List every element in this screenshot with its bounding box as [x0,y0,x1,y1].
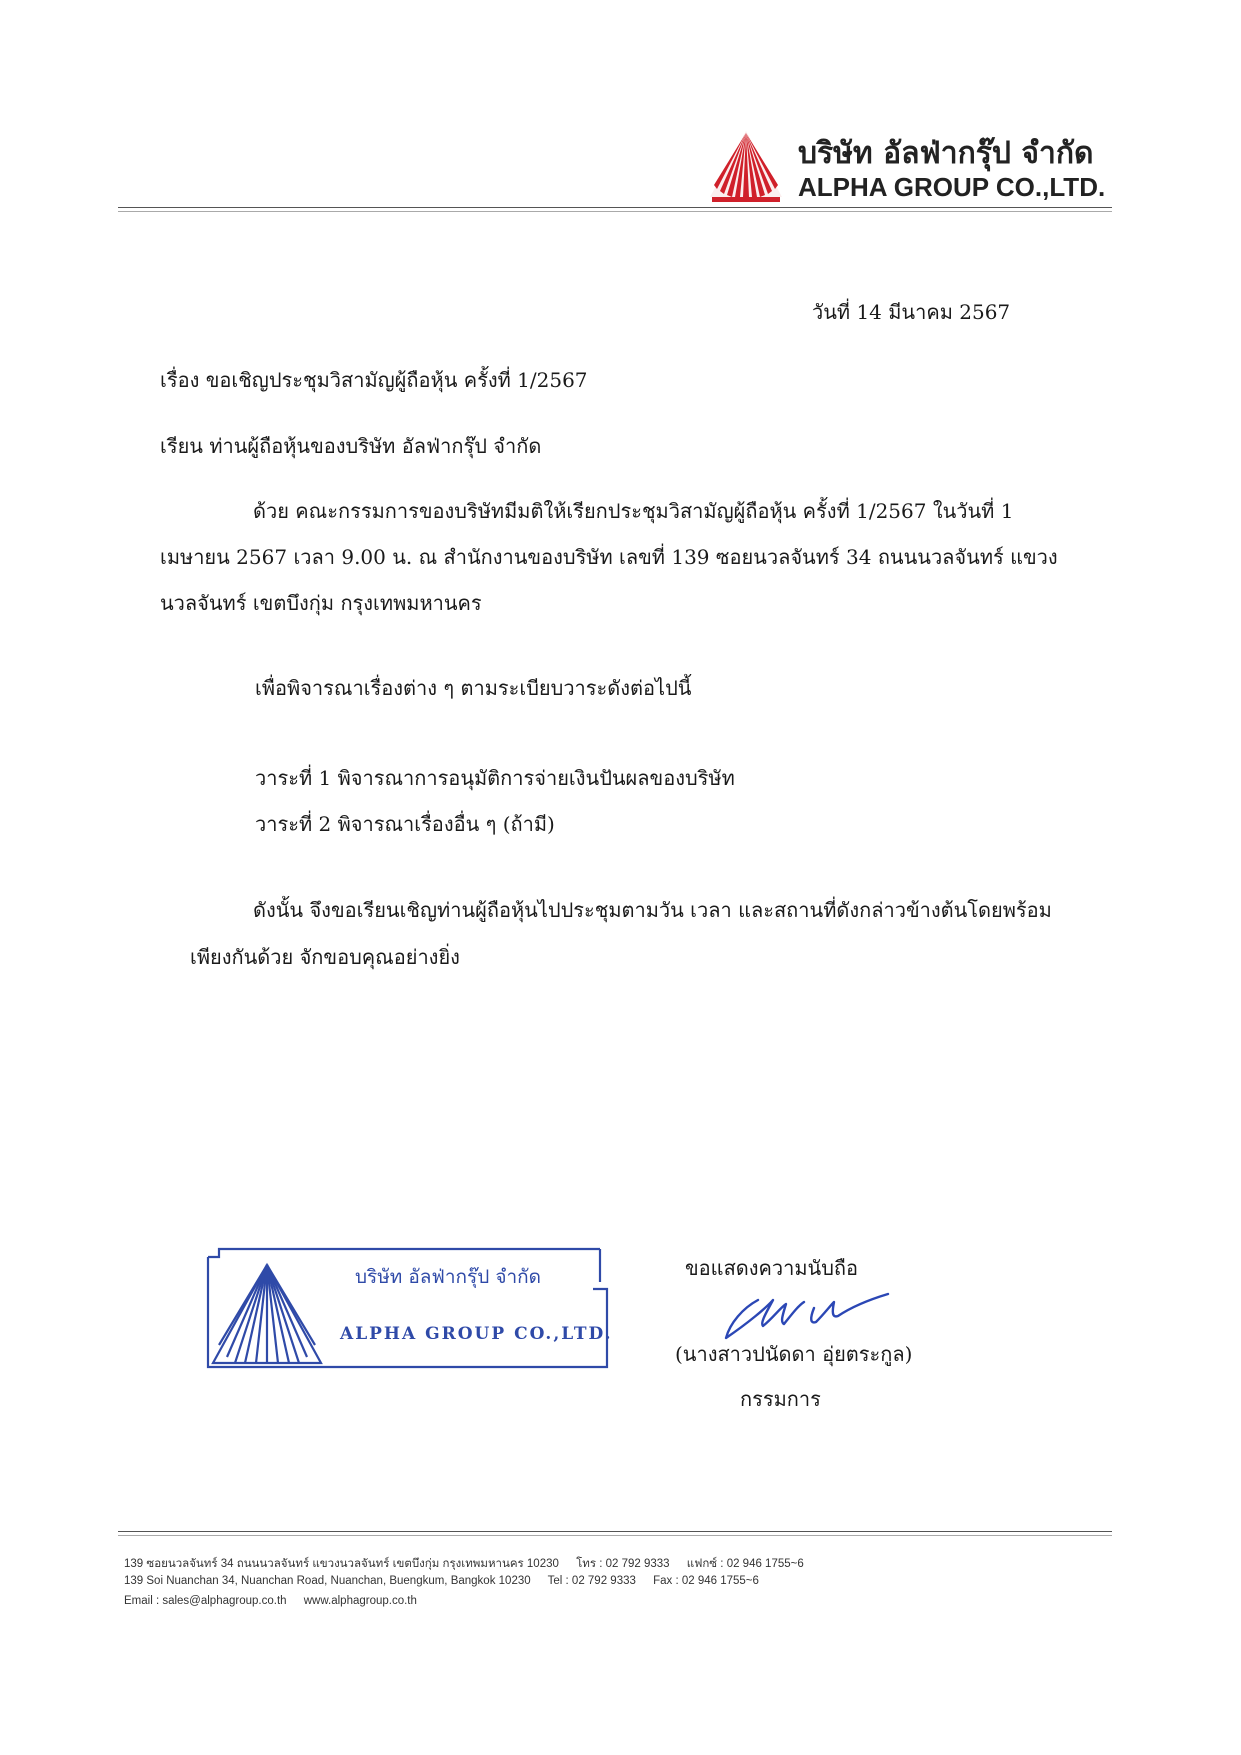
paragraph-1-line-1: ด้วย คณะกรรมการของบริษัทมีมติให้เรียกประชุมวิสามัญผู้ถือหุ้น ครั้งที่ 1/2567 ในวันที่ 1 [253,499,1014,523]
closing-salutation: ขอแสดงความนับถือ [685,1256,859,1280]
paragraph-1-line-3: นวลจันทร์ เขตบึงกุ่ม กรุงเทพมหานคร [160,591,482,615]
signer-title: กรรมการ [740,1387,821,1411]
paragraph-3-line-2: เพียงกันด้วย จักขอบคุณอย่างยิ่ง [190,945,460,969]
footer-fax-english: Fax : 02 946 1755~6 [653,1575,759,1587]
company-name-english: ALPHA GROUP CO.,LTD. [798,172,1106,202]
signer-name: (นางสาวปนัดดา อุ่ยตระกูล) [675,1342,913,1366]
header-divider [118,207,1112,208]
paragraph-1-line-2: เมษายน 2567 เวลา 9.00 น. ณ สำนักงานของบริษัท เลขที่ 139 ซอยนวลจันทร์ 34 ถนนนวลจันทร์ แขวง [160,545,1058,569]
company-name-thai: บริษัท อัลฟ่ากรุ๊ป จำกัด [798,136,1094,171]
company-stamp [205,1237,615,1377]
header-divider-secondary [118,211,1112,212]
footer-tel-english: Tel : 02 792 9333 [547,1575,636,1587]
letter-recipient: เรียน ท่านผู้ถือหุ้นของบริษัท อัลฟ่ากรุ๊ป จำกัด [160,434,542,458]
letter-subject: เรื่อง ขอเชิญประชุมวิสามัญผู้ถือหุ้น ครั้งที่ 1/2567 [160,368,588,392]
footer-divider [118,1531,1112,1532]
footer-tel-thai: โทร : 02 792 9333 [576,1558,670,1570]
footer-line-thai [124,1555,804,1573]
paragraph-2: เพื่อพิจารณาเรื่องต่าง ๆ ตามระเบียบวาระดังต่อไปนี้ [255,676,692,700]
footer-fax-thai: แฟกซ์ : 02 946 1755~6 [686,1558,804,1570]
footer-email[interactable]: Email : sales@alphagroup.co.th [124,1595,287,1607]
footer-address-thai: 139 ซอยนวลจันทร์ 34 ถนนนวลจันทร์ แขวงนวลจันทร์ เขตบึงกุ่ม กรุงเทพมหานคร 10230 [124,1558,559,1570]
footer-line-contact [124,1595,417,1607]
red-fan-logo-icon [708,127,784,203]
svg-text:บริษัท อัลฟ่ากรุ๊ป จำกัด: บริษัท อัลฟ่ากรุ๊ป จำกัด [355,1266,541,1288]
agenda-item: วาระที่ 2 พิจารณาเรื่องอื่น ๆ (ถ้ามี) [255,812,555,836]
paragraph-3-line-1: ดังนั้น จึงขอเรียนเชิญท่านผู้ถือหุ้นไปประชุมตามวัน เวลา และสถานที่ดังกล่าวข้างต้นโดยพร้อม [253,898,1052,922]
agenda-item: วาระที่ 1 พิจารณาการอนุมัติการจ่ายเงินปันผลของบริษัท [255,766,735,790]
footer-divider-secondary [118,1535,1112,1536]
footer-line-english [124,1575,759,1587]
footer-address-english: 139 Soi Nuanchan 34, Nuanchan Road, Nuanchan, Buengkum, Bangkok 10230 [124,1575,531,1587]
letter-date: วันที่ 14 มีนาคม 2567 [812,300,1011,324]
footer-website[interactable]: www.alphagroup.co.th [303,1595,417,1607]
svg-text:ALPHA GROUP CO.,LTD.: ALPHA GROUP CO.,LTD. [340,1324,613,1344]
